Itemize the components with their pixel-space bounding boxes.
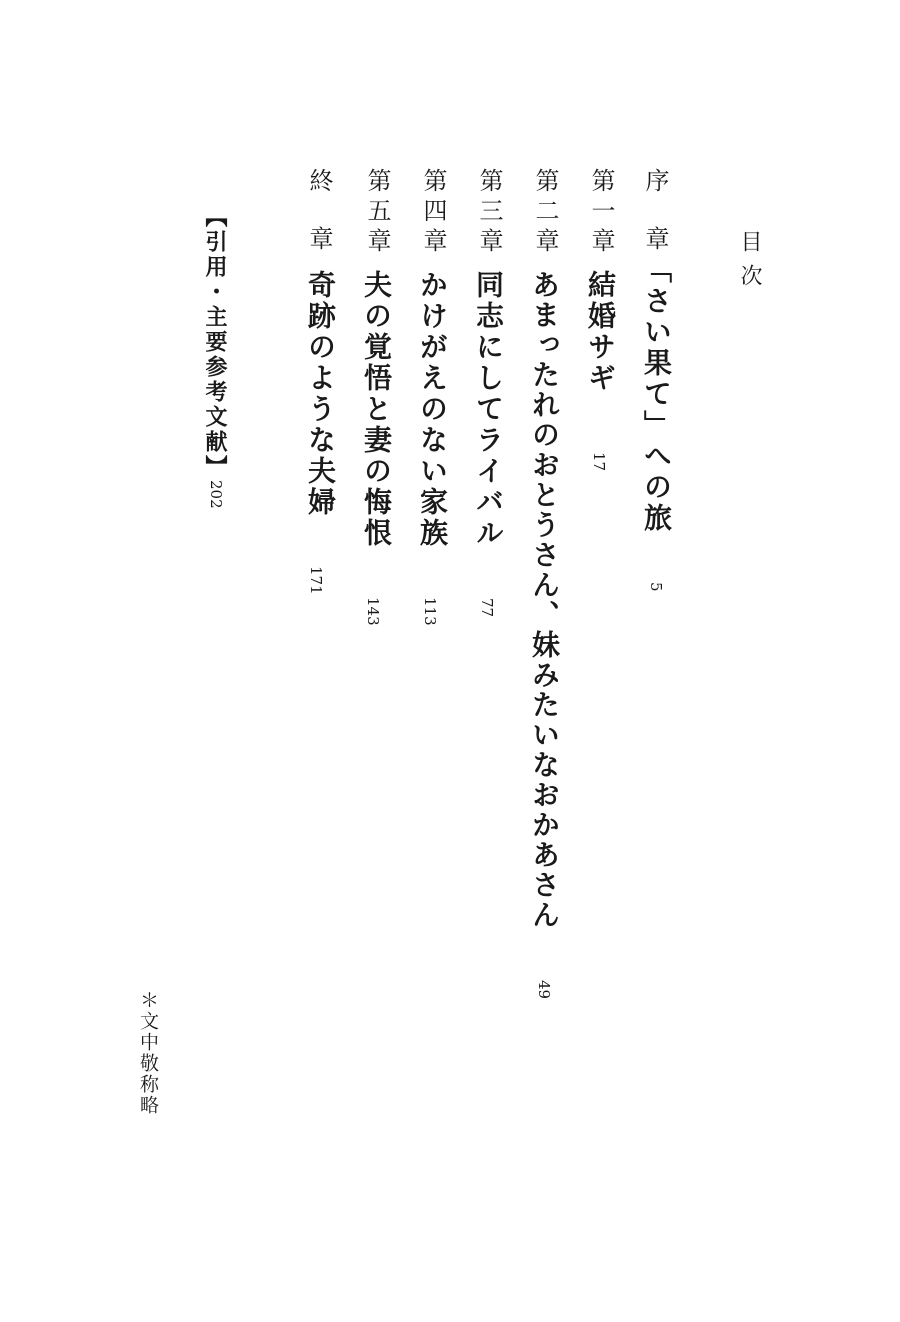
chapter-page-4: 113 — [421, 597, 439, 626]
chapter-page-3: 77 — [478, 598, 496, 618]
chapter-page-5: 143 — [364, 597, 382, 626]
chapter-label-2: 第二章 — [531, 168, 559, 258]
chapter-label-epilogue: 終章 — [305, 168, 333, 284]
chapter-title-prologue: 「さい果て」への旅 — [640, 255, 673, 534]
chapter-label-prologue: 序章 — [641, 168, 669, 284]
chapter-title-5: 夫の覚悟と妻の悔恨 — [360, 270, 393, 549]
chapter-label-4: 第四章 — [419, 168, 447, 258]
page-title: 目次 — [737, 230, 762, 298]
chapter-title-1: 結婚サギ — [584, 270, 617, 394]
chapter-title-4: かけがえのない家族 — [416, 270, 449, 549]
chapter-page-1: 17 — [590, 452, 608, 472]
chapter-label-1: 第一章 — [587, 168, 615, 258]
references-page: 202 — [207, 480, 225, 509]
chapter-page-epilogue: 171 — [307, 566, 325, 595]
chapter-label-5: 第五章 — [363, 168, 391, 258]
chapter-page-prologue: 5 — [647, 582, 665, 592]
chapter-label-3: 第三章 — [475, 168, 503, 258]
chapter-title-2: あまったれのおとうさん、妹みたいなおかあさん — [528, 270, 561, 930]
chapter-title-3: 同志にしてライバル — [472, 270, 505, 549]
chapter-page-2: 49 — [535, 980, 553, 1000]
references-title: 【引用・主要参考文献】 — [202, 205, 228, 480]
chapter-title-epilogue: 奇跡のような夫婦 — [304, 270, 337, 518]
honorifics-note: ＊文中敬称略 — [137, 990, 159, 1116]
